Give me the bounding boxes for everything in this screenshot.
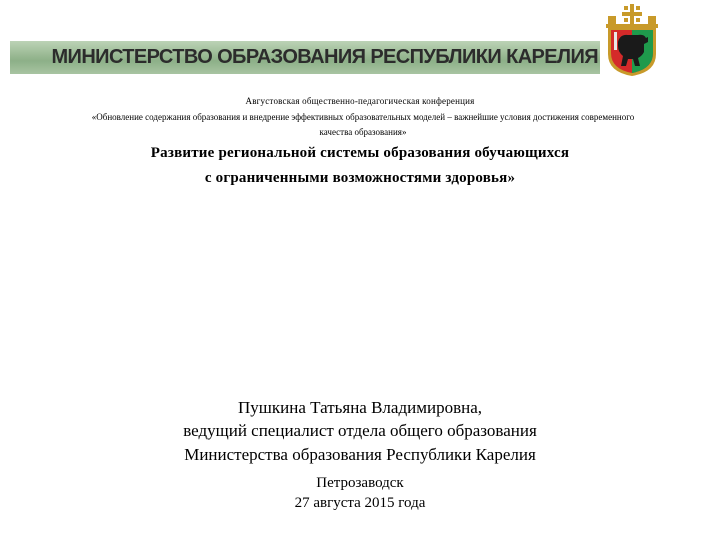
author-organization: Министерства образования Республики Карелия <box>184 445 536 464</box>
date: 27 августа 2015 года <box>294 495 426 511</box>
conference-name: Августовская общественно-педагогическая конференция <box>245 96 475 106</box>
conference-theme <box>38 110 688 140</box>
city: Петрозаводск <box>316 475 404 491</box>
conference-theme-line2: качества образования» <box>319 127 407 137</box>
conference-theme-line1: «Обновление содержания образования и внедрение эффективных образовательных моделей – важнейшие условия достижения современного <box>91 112 635 122</box>
karelia-coat-of-arms-icon <box>604 2 660 78</box>
ministry-banner <box>10 41 600 74</box>
author-name: Пушкина Татьяна Владимировна, <box>238 398 482 417</box>
author-position: ведущий специалист отдела общего образования <box>183 421 537 440</box>
presentation-title-line1: Развитие региональной системы образования обучающихся <box>150 145 570 161</box>
presentation-title-line2: с ограниченными возможностями здоровья» <box>204 170 516 186</box>
ministry-name: МИНИСТЕРСТВО ОБРАЗОВАНИЯ РЕСПУБЛИКИ КАРЕЛИЯ <box>51 46 598 68</box>
